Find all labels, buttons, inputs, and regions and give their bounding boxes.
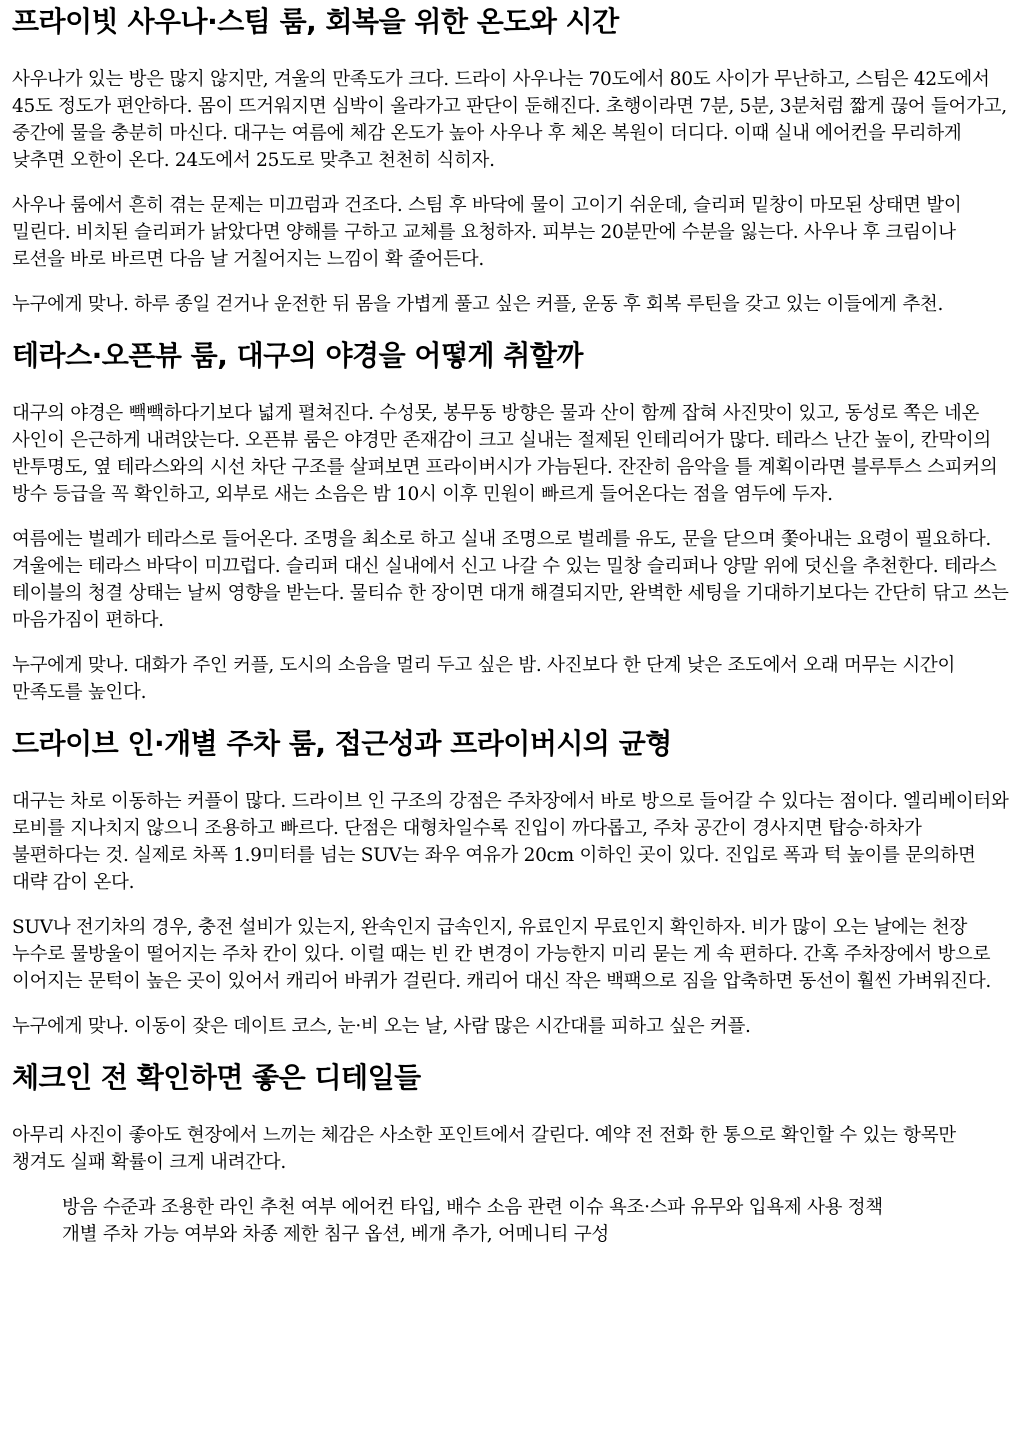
section-checkin-details xyxy=(12,1060,1012,1248)
section-sauna xyxy=(12,4,1012,318)
paragraph: 누구에게 맞나. 대화가 주인 커플, 도시의 소음을 멀리 두고 싶은 밤. 사진보다 한 단계 낮은 조도에서 오래 머무는 시간이 만족도를 높인다. xyxy=(12,655,956,703)
section-heading: 프라이빗 사우나·스팀 룸, 회복을 위한 온도와 시간 xyxy=(12,5,619,38)
paragraph: 여름에는 벌레가 테라스로 들어온다. 조명을 최소로 하고 실내 조명으로 벌레를 유도, 문을 닫으며 쫓아내는 요령이 필요하다. 겨울에는 테라스 바닥이 미끄럽다. 슬리퍼 대신 실내에서 신고 나갈 수 있는 밀창 슬리퍼나 양말 위에 덧신을 추천한다. 테라스 테이블의 청결 상태는 날씨 영향을 받는다. 물티슈 한 장이면 대개 해결되지만, 완벽한 세팅을 기대하기보다는 간단히 닦고 쓰는 마음가짐이 편하다. xyxy=(12,529,1009,631)
paragraph: 누구에게 맞나. 하루 종일 걷거나 운전한 뒤 몸을 가볍게 풀고 싶은 커플, 운동 후 회복 루틴을 갖고 있는 이들에게 추천. xyxy=(12,294,944,315)
section-drive-in xyxy=(12,726,1012,1040)
section-heading: 드라이브 인·개별 주차 룸, 접근성과 프라이버시의 균형 xyxy=(12,727,672,760)
paragraph: 대구는 차로 이동하는 커플이 많다. 드라이브 인 구조의 강점은 주차장에서 바로 방으로 들어갈 수 있다는 점이다. 엘리베이터와 로비를 지나치지 않으니 조용하고 빠르다. 단점은 대형차일수록 진입이 까다롭고, 주차 공간이 경사지면 탑승·하차가 불편하다는 것. 실제로 차폭 1.9미터를 넘는 SUV는 좌우 여유가 20cm 이하인 곳이 있다. 진입로 폭과 턱 높이를 문의하면 대략 감이 온다. xyxy=(12,791,1009,893)
paragraph: 누구에게 맞나. 이동이 잦은 데이트 코스, 눈·비 오는 날, 사람 많은 시간대를 피하고 싶은 커플. xyxy=(12,1016,751,1037)
paragraph: 대구의 야경은 빽빽하다기보다 넓게 펼쳐진다. 수성못, 봉무동 방향은 물과 산이 함께 잡혀 사진맛이 있고, 동성로 쪽은 네온 사인이 은근하게 내려앉는다. 오픈뷰 룸은 야경만 존재감이 크고 실내는 절제된 인테리어가 많다. 테라스 난간 높이, 칸막이의 반투명도, 옆 테라스와의 시선 차단 구조를 살펴보면 프라이버시가 가늠된다. 잔잔히 음악을 틀 계획이라면 블루투스 스피커의 방수 등급을 꼭 확인하고, 외부로 새는 소음은 밤 10시 이후 민원이 빠르게 들어온다는 점을 염두에 두자. xyxy=(12,403,998,505)
article xyxy=(0,4,1024,1248)
paragraph: 아무리 사진이 좋아도 현장에서 느끼는 체감은 사소한 포인트에서 갈린다. 예약 전 전화 한 통으로 확인할 수 있는 항목만 챙겨도 실패 확률이 크게 내려간다. xyxy=(12,1125,956,1173)
section-heading: 테라스·오픈뷰 룸, 대구의 야경을 어떻게 취할까 xyxy=(12,339,583,372)
paragraph: 사우나가 있는 방은 많지 않지만, 겨울의 만족도가 크다. 드라이 사우나는 70도에서 80도 사이가 무난하고, 스팀은 42도에서 45도 정도가 편안하다. 몸이 뜨거워지면 심박이 올라가고 판단이 둔해진다. 초행이라면 7분, 5분, 3분처럼 짧게 끊어 들어가고, 중간에 물을 충분히 마신다. 대구는 여름에 체감 온도가 높아 사우나 후 체온 복원이 더디다. 이때 실내 에어컨을 무리하게 낮추면 오한이 온다. 24도에서 25도로 맞추고 천천히 식히자. xyxy=(12,69,1007,171)
checklist xyxy=(62,1194,1012,1248)
paragraph: 사우나 룸에서 흔히 겪는 문제는 미끄럼과 건조다. 스팀 후 바닥에 물이 고이기 쉬운데, 슬리퍼 밑창이 마모된 상태면 발이 밀린다. 비치된 슬리퍼가 낡았다면 양해를 구하고 교체를 요청하자. 피부는 20분만에 수분을 잃는다. 사우나 후 크림이나 로션을 바로 바르면 다음 날 거칠어지는 느낌이 확 줄어든다. xyxy=(12,195,962,270)
section-heading: 체크인 전 확인하면 좋은 디테일들 xyxy=(12,1061,421,1094)
section-terrace xyxy=(12,338,1012,706)
paragraph: SUV나 전기차의 경우, 충전 설비가 있는지, 완속인지 급속인지, 유료인지 무료인지 확인하자. 비가 많이 오는 날에는 천장 누수로 물방울이 떨어지는 주차 칸이 있다. 이럴 때는 빈 칸 변경이 가능한지 미리 묻는 게 속 편하다. 간혹 주차장에서 방으로 이어지는 문턱이 높은 곳이 있어서 캐리어 바퀴가 걸린다. 캐리어 대신 작은 백팩으로 짐을 압축하면 동선이 훨씬 가벼워진다. xyxy=(12,917,992,992)
checklist-line: 방음 수준과 조용한 라인 추천 여부 에어컨 타입, 배수 소음 관련 이슈 욕조·스파 유무와 입욕제 사용 정책 xyxy=(62,1197,883,1218)
checklist-line: 개별 주차 가능 여부와 차종 제한 침구 옵션, 베개 추가, 어메니티 구성 xyxy=(62,1224,609,1245)
